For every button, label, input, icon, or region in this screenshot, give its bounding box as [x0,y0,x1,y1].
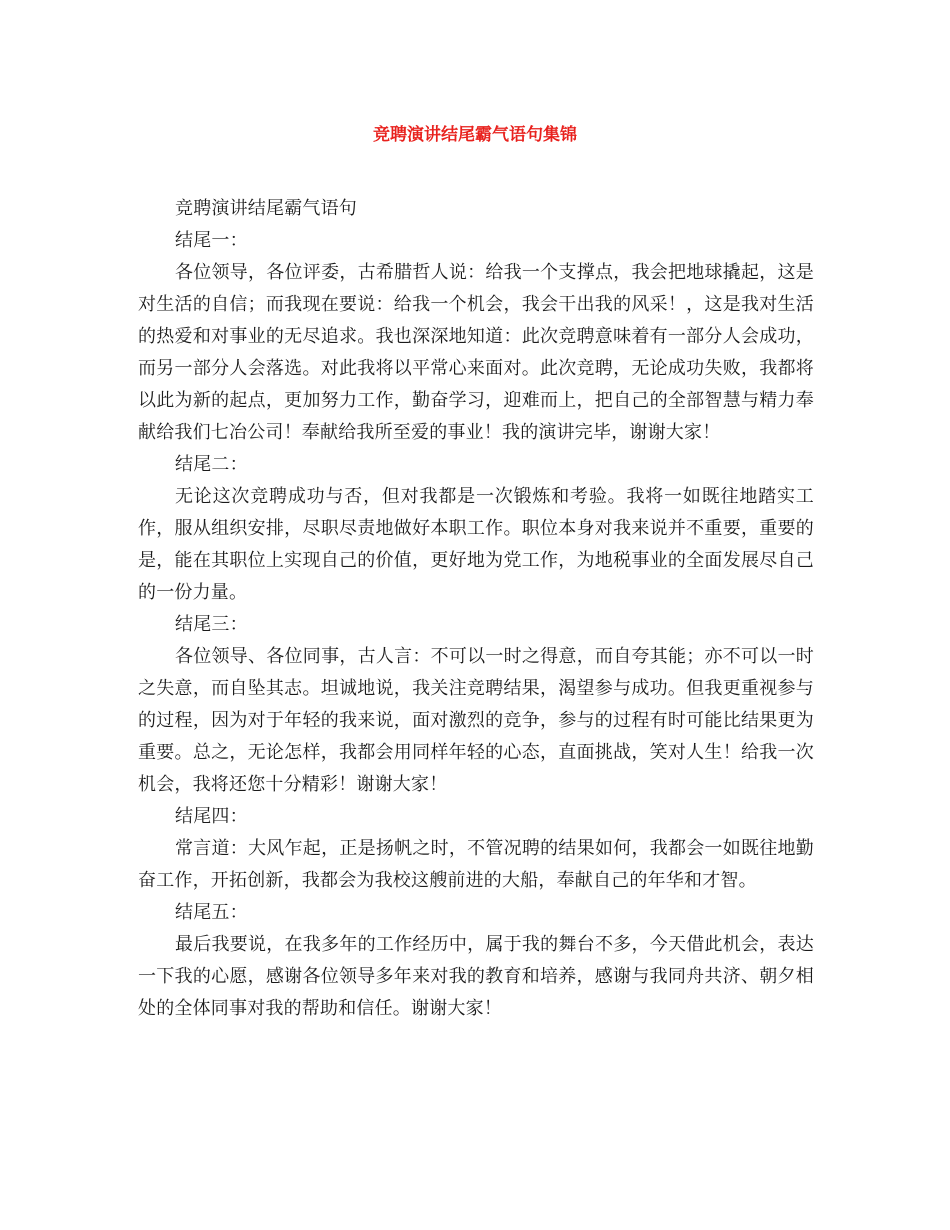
section-heading-ending-2: 结尾二： [175,454,248,475]
section-heading-ending-1: 结尾一： [175,230,248,251]
paragraph-ending-2: 无论这次竞聘成功与否，但对我都是一次锻炼和考验。我将一如既往地踏实工作，服从组织安排，尽职尽责地做好本职工作。职位本身对我来说并不重要，重要的是，能在其职位上实现自己的价值，更好地为党工作，为地税事业的全面发展尽自己的一份力量。 [138,486,814,603]
subtitle-paragraph: 竞聘演讲结尾霸气语句 [175,198,357,219]
section-heading-ending-5: 结尾五： [175,902,248,923]
paragraph-ending-5: 最后我要说，在我多年的工作经历中，属于我的舞台不多，今天借此机会，表达一下我的心愿，感谢各位领导多年来对我的教育和培养，感谢与我同舟共济、朝夕相处的全体同事对我的帮助和信任。谢谢大家！ [138,934,814,1019]
document-title: 竞聘演讲结尾霸气语句集锦 [373,125,577,145]
section-heading-ending-3: 结尾三： [175,614,248,635]
section-heading-ending-4: 结尾四： [175,806,248,827]
paragraph-ending-1: 各位领导，各位评委，古希腊哲人说：给我一个支撑点，我会把地球撬起，这是对生活的自信；而我现在要说：给我一个机会，我会干出我的风采！，这是我对生活的热爱和对事业的无尽追求。我也深深地知道：此次竞聘意味着有一部分人会成功，而另一部分人会落选。对此我将以平常心来面对。此次竞聘，无论成功失败，我都将以此为新的起点，更加努力工作，勤奋学习，迎难而上，把自己的全部智慧与精力奉献给我们七冶公司！奉献给我所至爱的事业！我的演讲完毕，谢谢大家！ [138,262,814,443]
document-body [138,193,814,1025]
paragraph-ending-4: 常言道：大风乍起，正是扬帆之时，不管况聘的结果如何，我都会一如既往地勤奋工作，开拓创新，我都会为我校这艘前进的大船，奉献自己的年华和才智。 [138,838,814,891]
paragraph-ending-3: 各位领导、各位同事，古人言：不可以一时之得意，而自夸其能；亦不可以一时之失意，而自坠其志。坦诚地说，我关注竞聘结果，渴望参与成功。但我更重视参与的过程，因为对于年轻的我来说，面对激烈的竞争，参与的过程有时可能比结果更为重要。总之，无论怎样，我都会用同样年轻的心态，直面挑战，笑对人生！给我一次机会，我将还您十分精彩！谢谢大家！ [138,646,814,795]
